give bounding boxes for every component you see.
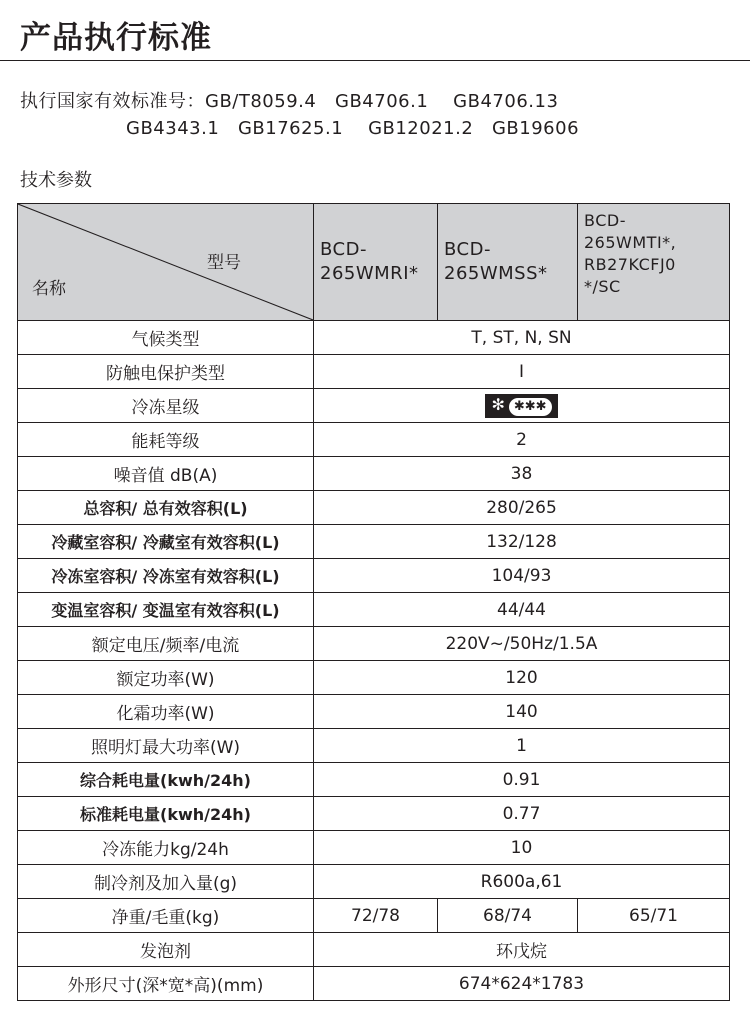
row-label: 变温室容积/ 变温室有效容积(L) xyxy=(18,593,314,627)
table-row xyxy=(18,321,730,355)
model-header-3: BCD- 265WMTI*, RB27KCFJ0 */SC xyxy=(578,204,730,321)
row-label: 制冷剂及加入量(g) xyxy=(18,865,314,899)
model-header-1: BCD- 265WMRI* xyxy=(314,204,438,321)
header-corner-cell xyxy=(18,204,314,321)
diagonal-line xyxy=(18,204,313,320)
table-row xyxy=(18,797,730,831)
table-row xyxy=(18,967,730,1001)
spec-table xyxy=(17,203,730,1001)
star-icons: ✱✱✱ xyxy=(509,398,552,416)
row-value: 132/128 xyxy=(314,525,730,559)
row-label: 总容积/ 总有效容积(L) xyxy=(18,491,314,525)
row-label: 综合耗电量(kwh/24h) xyxy=(18,763,314,797)
table-row xyxy=(18,389,730,423)
row-value: 10 xyxy=(314,831,730,865)
row-value: I xyxy=(314,355,730,389)
table-row xyxy=(18,865,730,899)
row-value: 0.91 xyxy=(314,763,730,797)
row-label: 发泡剂 xyxy=(18,933,314,967)
row-value: 68/74 xyxy=(438,899,578,933)
table-row xyxy=(18,593,730,627)
row-label: 冷冻室容积/ 冷冻室有效容积(L) xyxy=(18,559,314,593)
row-label: 冷藏室容积/ 冷藏室有效容积(L) xyxy=(18,525,314,559)
table-row xyxy=(18,729,730,763)
row-value: 674*624*1783 xyxy=(314,967,730,1001)
row-value: 1 xyxy=(314,729,730,763)
row-label: 外形尺寸(深*宽*高)(mm) xyxy=(18,967,314,1001)
table-row xyxy=(18,525,730,559)
table-header-row xyxy=(18,204,730,321)
row-label: 冷冻星级 xyxy=(18,389,314,423)
row-label: 防触电保护类型 xyxy=(18,355,314,389)
row-value: 72/78 xyxy=(314,899,438,933)
model-header-2: BCD- 265WMSS* xyxy=(438,204,578,321)
section-title: 技术参数 xyxy=(20,170,92,191)
row-value: 140 xyxy=(314,695,730,729)
row-value: 120 xyxy=(314,661,730,695)
row-label: 照明灯最大功率(W) xyxy=(18,729,314,763)
row-value: 2 xyxy=(314,423,730,457)
standards-block xyxy=(20,88,579,142)
table-row xyxy=(18,933,730,967)
row-label: 净重/毛重(kg) xyxy=(18,899,314,933)
table-row xyxy=(18,559,730,593)
row-value: 280/265 xyxy=(314,491,730,525)
row-label: 额定电压/频率/电流 xyxy=(18,627,314,661)
row-label: 能耗等级 xyxy=(18,423,314,457)
row-value: 38 xyxy=(314,457,730,491)
row-value: 0.77 xyxy=(314,797,730,831)
row-value: 65/71 xyxy=(578,899,730,933)
row-value: 220V~/50Hz/1.5A xyxy=(314,627,730,661)
row-label: 标准耗电量(kwh/24h) xyxy=(18,797,314,831)
freezer-star-rating-icon xyxy=(485,394,557,418)
table-row xyxy=(18,457,730,491)
table-row xyxy=(18,627,730,661)
standards-line-2: GB4343.1 GB17625.1 GB12021.2 GB19606 xyxy=(126,118,580,139)
row-label: 气候类型 xyxy=(18,321,314,355)
row-label: 化霜功率(W) xyxy=(18,695,314,729)
row-label: 冷冻能力kg/24h xyxy=(18,831,314,865)
row-value xyxy=(314,389,730,423)
row-value: 104/93 xyxy=(314,559,730,593)
table-row xyxy=(18,695,730,729)
table-row xyxy=(18,899,730,933)
row-value: 环戊烷 xyxy=(314,933,730,967)
row-label: 噪音值 dB(A) xyxy=(18,457,314,491)
snowflake-icon: ✻ xyxy=(491,394,505,414)
page-title: 产品执行标准 xyxy=(20,20,212,56)
row-value: R600a,61 xyxy=(314,865,730,899)
header-model-label: 型号 xyxy=(207,253,241,273)
row-value: 44/44 xyxy=(314,593,730,627)
table-row xyxy=(18,491,730,525)
table-row xyxy=(18,423,730,457)
table-row xyxy=(18,831,730,865)
table-row xyxy=(18,661,730,695)
standards-line-1: 执行国家有效标准号：GB/T8059.4 GB4706.1 GB4706.13 xyxy=(20,91,559,112)
row-label: 额定功率(W) xyxy=(18,661,314,695)
row-value: T, ST, N, SN xyxy=(314,321,730,355)
table-row xyxy=(18,355,730,389)
table-row xyxy=(18,763,730,797)
title-divider xyxy=(0,60,750,61)
header-name-label: 名称 xyxy=(32,279,66,299)
